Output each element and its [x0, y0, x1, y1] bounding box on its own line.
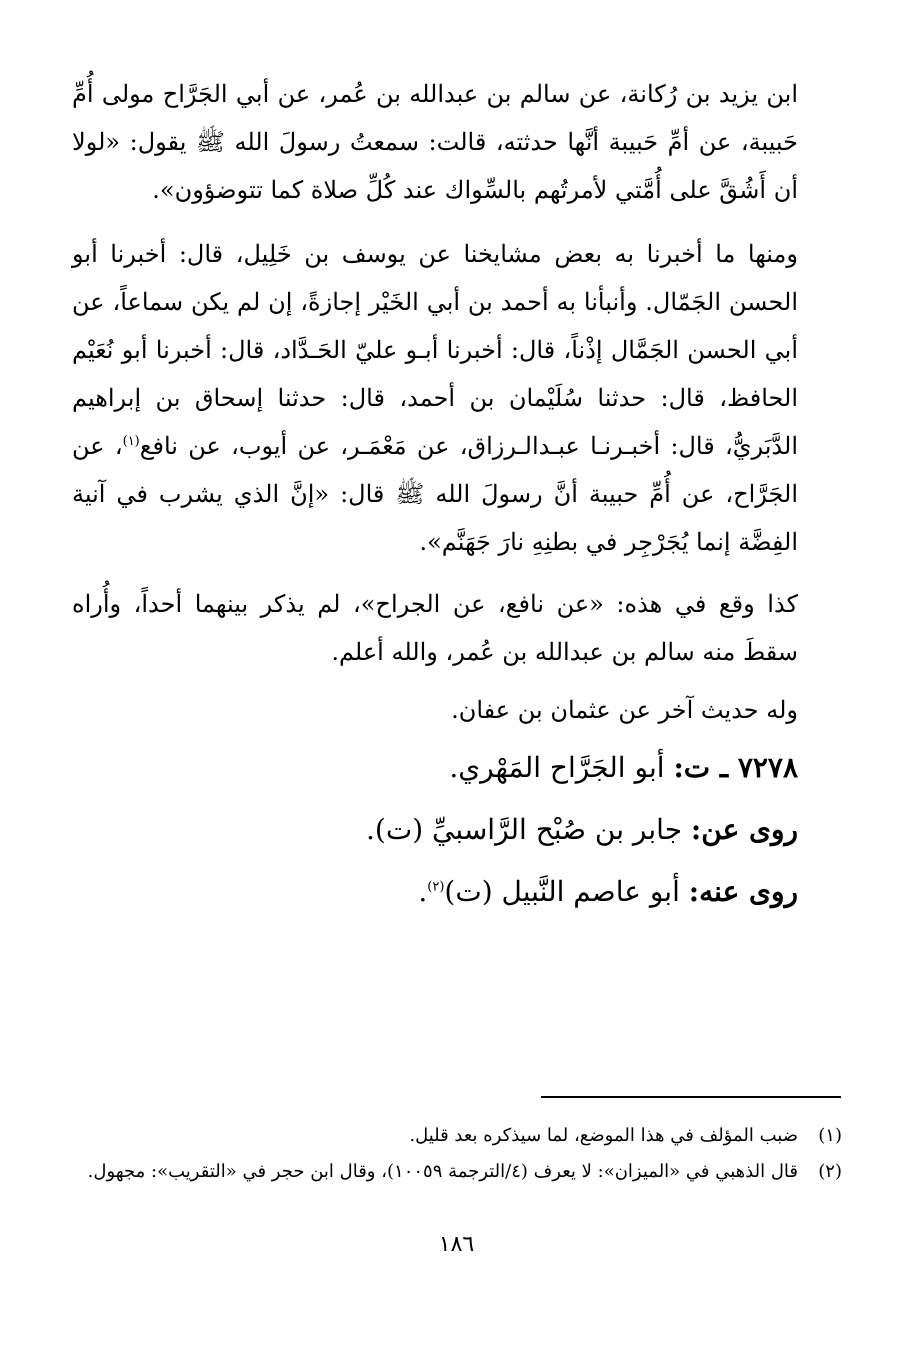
narrated-by-end: . [418, 875, 428, 908]
narrated-from-line [72, 802, 842, 858]
narrated-by-value: أبو عاصم النَّبيل (ت) [444, 875, 680, 908]
footnote-2 [72, 1154, 842, 1190]
footnote-separator [541, 1096, 841, 1098]
footnotes [72, 1118, 842, 1190]
paragraph-commentary: كذا وقع في هذه: «عن نافع، عن الجراح»، لم يذكر بينهما أحداً، وأُراه سقطَ منه سالم بن عبدالله بن عُمر، والله أعلم. [72, 590, 798, 666]
footnote-ref-2: (٢) [427, 879, 445, 895]
paragraph-isnad-silver-vessels [72, 230, 842, 566]
entry-heading [72, 740, 842, 796]
footnote-1-number: (١) [818, 1125, 842, 1146]
page-number: ١٨٦ [438, 1232, 475, 1257]
entry-number: ٧٢٧٨ ـ ت: [673, 751, 798, 784]
footnote-1-text: ضبب المؤلف في هذا الموضع، لما سيذكره بعد قليل. [409, 1125, 798, 1146]
footnote-ref-1: (١) [122, 434, 140, 449]
hadith-text: ، عن الجَرَّاح، عن أُمِّ حبيبة أنَّ رسولَ الله ﷺ قال: «إنَّ الذي يشرب في آنية الفِضَّة إنما يُجَرْجِر في بطنِهِ نارَ جَهَنَّم». [72, 432, 798, 556]
footnote-1 [72, 1118, 842, 1154]
isnad-text: ومنها ما أخبرنا به بعض مشايخنا عن يوسف بن خَلِيل، قال: أخبرنا أبو الحسن الجَمّال. وأنبأنا به أحمد بن أبي الخَيْر إجازةً، إن لم يكن سماعاً، عن أبي الحسن الجَمَّال إذْناً، قال: أخبرنا أبـو عليّ الحَـدَّاد، قال: أخبرنا أبو نُعَيْم الحافظ، قال: حدثنا سُلَيْمان بن أحمد، قال: حدثنا إسحاق بن إبراهيم الدَّبَريُّ، قال: أخبـرنـا عبـدالـرزاق، عن مَعْمَـر، عن أيوب، عن نافع [72, 240, 799, 460]
narrated-from-label: روى عن: [690, 813, 798, 846]
entry-name: أبو الجَرَّاح المَهْري. [449, 751, 665, 784]
lead-line: وله حديث آخر عن عثمان بن عفان. [451, 696, 798, 724]
narrated-from-value: جابر بن صُبْح الرَّاسبيِّ (ت). [366, 813, 683, 846]
narrated-by-label: روى عنه: [688, 875, 798, 908]
narrated-by-line [72, 864, 842, 920]
paragraph-hadith-siwak: ابن يزيد بن رُكانة، عن سالم بن عبدالله بن عُمر، عن أبي الجَرَّاح مولى أُمِّ حَبيبة، عن أمِّ حَبيبة أنَّها حدثته، قالت: سمعتُ رسولَ الله ﷺ يقول: «لولا أن أَشُقَّ على أُمَّتي لأمرتُهم بالسِّواك عند كُلِّ صلاة كما تتوضؤون». [72, 80, 799, 204]
footnote-2-text: قال الذهبي في «الميزان»: لا يعرف (٤/الترجمة ١٠٠٥٩)، وقال ابن حجر في «التقريب»: مجهول. [87, 1161, 798, 1182]
page-body [72, 70, 842, 920]
footnote-2-number: (٢) [818, 1161, 842, 1182]
